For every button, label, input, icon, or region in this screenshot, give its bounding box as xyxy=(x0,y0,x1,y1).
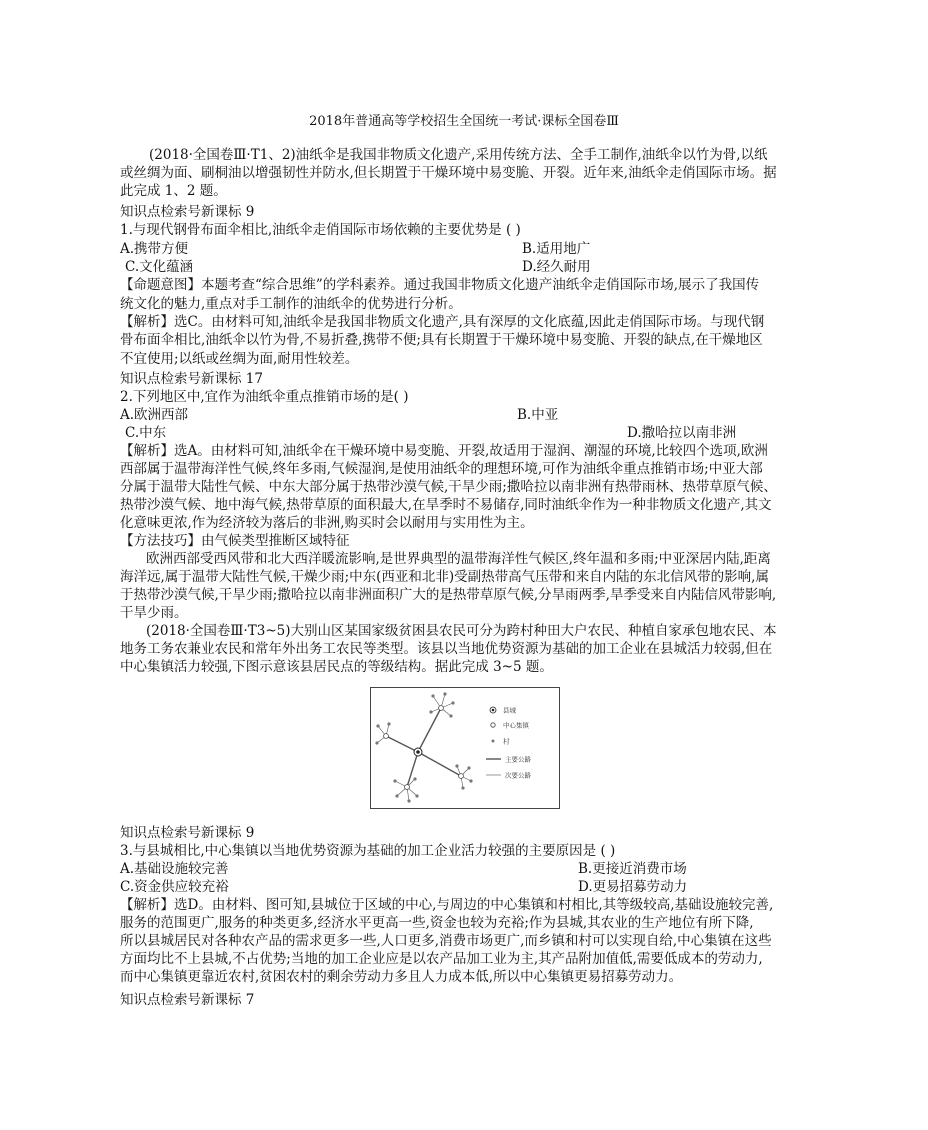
intro1-line-3: 此完成 1、2 题。 xyxy=(120,183,227,199)
knowledge-index-3: 知识点检索号新课标 9 xyxy=(120,825,255,841)
q3-analysis-line-5: 而中心集镇更靠近农村,贫困农村的剩余劳动力多且人力成本低,所以中心集镇更易招募劳动力。 xyxy=(120,969,683,985)
knowledge-index-4: 知识点检索号新课标 7 xyxy=(120,992,255,1008)
q3-analysis-line-3: 所以县城居民对各种农产品的需求更多一些,人口更多,消费市场更广,而乡镇和村可以实现自给,中心集镇在这些 xyxy=(120,933,772,949)
q1-option-d: D.经久耐用 xyxy=(522,259,591,275)
intro2-line-1: (2018·全国卷Ⅲ·T3~5)大别山区某国家级贫困县农民可分为跨村种田大户农民、种植自家承包地农民、本 xyxy=(146,623,777,639)
q1-analysis-line-2: 骨布面伞相比,油纸伞以竹为骨,不易折叠,携带不便;具有长期置于干燥环境中易变脆、开裂的缺点,在干燥地区 xyxy=(120,332,763,348)
q2-analysis-line-5: 化意味更浓,作为经济较为落后的非洲,购买时会以耐用与实用性为主。 xyxy=(120,515,534,531)
q1-analysis-line-3: 不宜使用;以纸或丝绸为面,耐用性较差。 xyxy=(120,351,359,367)
q2-analysis-line-4: 热带沙漠气候、地中海气候,热带草原的面积最大,在旱季时不易储存,同时油纸伞作为一种非物质文化遗产,其文 xyxy=(120,497,772,513)
q1-intent-line-2: 统文化的魅力,重点对手工制作的油纸伞的优势进行分析。 xyxy=(120,296,462,312)
q3-option-a: A.基础设施较完善 xyxy=(120,861,229,877)
intro1-line-2: 或丝绸为面、刷桐油以增强韧性并防水,但长期置于干燥环境中易变脆、开裂。近年来,油纸伞走俏国际市场。据 xyxy=(120,165,777,181)
q1-stem: 1.与现代钢骨布面伞相比,油纸伞走俏国际市场依赖的主要优势是 ( ) xyxy=(120,222,521,238)
main-road-west xyxy=(386,736,418,752)
q3-analysis-line-1: 【解析】选D。由材料、图可知,县城位于区域的中心,与周边的中心集镇和村相比,其等级较高,基础设施较完善, xyxy=(120,897,774,913)
method-line-4: 干旱少雨。 xyxy=(120,605,188,621)
q1-analysis-line-1: 【解析】选C。由材料可知,油纸伞是我国非物质文化遗产,具有深厚的文化底蕴,因此走俏国际市场。与现代钢 xyxy=(120,314,765,330)
main-road-east xyxy=(418,752,461,776)
secondary-roads xyxy=(377,694,471,801)
q3-analysis-line-4: 方面均比不上县城,不占优势;当地的加工企业应是以农产品加工业为主,其产品附加值低,需要低成本的劳动力, xyxy=(120,951,763,967)
q3-option-b: B.更接近消费市场 xyxy=(578,861,687,877)
legend-village: 村 xyxy=(503,737,510,746)
q3-stem: 3.与县城相比,中心集镇以当地优势资源为基础的加工企业活力较强的主要原因是 ( ) xyxy=(120,843,616,859)
q1-option-c: C.文化蕴涵 xyxy=(125,259,194,275)
method-line-2: 海洋远,属于温带大陆性气候,干燥少雨;中东(西亚和北非)受副热带高气压带和来自内陆的东北信风带的影响,属 xyxy=(120,569,769,585)
q2-stem: 2.下列地区中,宜作为油纸伞重点推销市场的是( ) xyxy=(120,389,409,405)
village-dots xyxy=(375,692,472,802)
q3-option-c: C.资金供应较充裕 xyxy=(120,879,229,895)
method-title: 【方法技巧】由气候类型推断区域特征 xyxy=(120,533,350,549)
q2-option-d: D.撒哈拉以南非洲 xyxy=(627,425,737,441)
town-markers xyxy=(384,706,464,790)
settlement-diagram xyxy=(371,688,559,808)
legend-sub-road: 次要公路 xyxy=(505,771,531,780)
intro1-line-1: (2018·全国卷Ⅲ·T1、2)油纸伞是我国非物质文化遗产,采用传统方法、全手工制作,油纸伞以竹为骨,以纸 xyxy=(149,147,768,163)
method-line-3: 于热带沙漠气候,干旱少雨;撒哈拉以南非洲面积广大的是热带草原气候,分旱雨两季,旱季受来自内陆信风带影响, xyxy=(120,587,777,603)
q2-analysis-line-1: 【解析】选A。由材料可知,油纸伞在干燥环境中易变脆、开裂,故适用于湿润、潮湿的环境,比较四个选项,欧洲 xyxy=(120,443,768,459)
page-title: 2018年普通高等学校招生全国统一考试·课标全国卷Ⅲ xyxy=(309,114,619,129)
q2-option-c: C.中东 xyxy=(125,425,167,441)
legend-county: 县城 xyxy=(503,706,516,715)
q2-option-a: A.欧洲西部 xyxy=(120,407,189,423)
legend-main-road: 主要公路 xyxy=(505,755,531,764)
settlement-hierarchy-figure xyxy=(370,687,560,809)
county-seat-marker xyxy=(414,748,422,756)
knowledge-index-2: 知识点检索号新课标 17 xyxy=(120,371,263,387)
q2-analysis-line-2: 西部属于温带海洋性气候,终年多雨,气候湿润,是使用油纸伞的理想环境,可作为油纸伞重点推销市场;中亚大部 xyxy=(120,461,763,477)
q2-analysis-line-3: 分属于温带大陆性气候、中东大部分属于热带沙漠气候,干旱少雨;撒哈拉以南非洲有热带雨林、热带草原气候、 xyxy=(120,479,777,495)
q1-option-b: B.适用地广 xyxy=(522,241,591,257)
legend xyxy=(486,706,532,780)
intro2-line-3: 中心集镇活力较强,下图示意该县居民点的等级结构。据此完成 3~5 题。 xyxy=(120,659,553,675)
legend-town: 中心集镇 xyxy=(503,721,529,730)
q1-option-a: A.携带方便 xyxy=(120,241,189,257)
knowledge-index-1: 知识点检索号新课标 9 xyxy=(120,204,255,220)
q3-option-d: D.更易招募劳动力 xyxy=(578,879,688,895)
q1-intent-line-1: 【命题意图】本题考查“综合思维”的学科素养。通过我国非物质文化遗产油纸伞走俏国际市场,展示了我国传 xyxy=(120,277,760,293)
q3-analysis-line-2: 服务的范围更广,服务的种类更多,经济水平更高一些,资金也较为充裕;作为县城,其农业的生产地位有所下降, xyxy=(120,915,754,931)
method-line-1: 欧洲西部受西风带和北大西洋暖流影响,是世界典型的温带海洋性气候区,终年温和多雨;中亚深居内陆,距离 xyxy=(146,551,771,567)
main-road-north xyxy=(418,708,441,752)
intro2-line-2: 地务工务农兼业农民和常年外出务工农民等类型。该县以当地优势资源为基础的加工企业在县城活力较弱,但在 xyxy=(120,641,773,657)
q2-option-b: B.中亚 xyxy=(517,407,559,423)
